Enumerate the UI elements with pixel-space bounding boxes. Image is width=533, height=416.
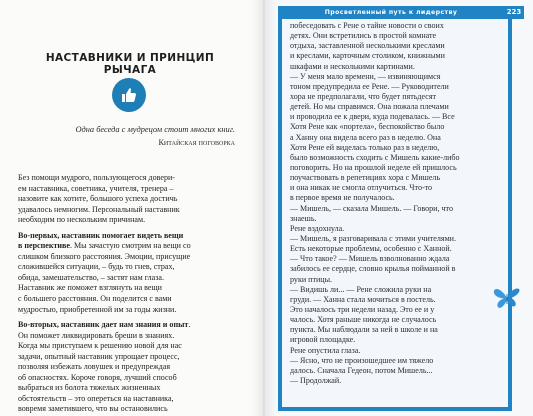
body-line (18, 184, 248, 195)
story-line: — У меня мало времени, — извиняющимся (290, 71, 441, 81)
page-number: 223 (504, 6, 524, 19)
story-line: — Мишель, — сказала Мишель. — Говори, что (290, 203, 453, 213)
story-line: — Видишь ли... — Рене сложила руки на (290, 284, 432, 294)
story-line: и она никак не смогла отлучиться. Что-то (290, 183, 433, 193)
body-line-text: Без помощи мудрого, пользующегося довери- (18, 173, 175, 182)
story-line: в первое время не получалось. (290, 193, 395, 203)
body-line-text: . (188, 320, 191, 330)
body-line (18, 231, 248, 242)
body-line-text: позволяя избежать ловушек и предупреждая (18, 362, 171, 372)
story-line: забилось ее сердце, словно крылья пойманной в (290, 264, 456, 274)
chapter-title: НАСТАВНИКИ И ПРИНЦИП РЫЧАГА (45, 52, 215, 76)
story-line: чалось. Хотя раньше никогда не случалось (290, 315, 437, 325)
body-line-text: с большего расстояния. Он поделится с вами (18, 294, 172, 304)
epigraph (30, 123, 235, 149)
story-line: поговорить. Но на прошлой неделе ей пришлось (290, 162, 457, 172)
body-line-text: обстоятельств – это опереться на наставника, (18, 393, 174, 403)
body-line (18, 394, 248, 405)
story-line: — Продолжай. (290, 375, 342, 385)
story-line: а Ханну она видела всего раз в неделю. Она (290, 132, 441, 142)
running-head: Просветленный путь к лидерству (278, 6, 504, 19)
body-line-text: сложившейся ситуации, – будь то гнев, страх, (18, 262, 175, 272)
story-line: детей. Но мы справимся. Она пожала плечами (290, 102, 449, 112)
body-line-text: удавалось немногим. Персональный наставник (18, 204, 180, 214)
story-line: знаешь. (290, 213, 317, 223)
butterfly-icon (492, 285, 522, 311)
body-line (18, 362, 248, 373)
story-line: Рене вздохнула. (290, 223, 345, 233)
body-line-text: задачи, опытный наставник упрощает процесс, (18, 351, 180, 361)
story-line: груди. — Ханна стала мочиться в постель. (290, 294, 436, 304)
body-line-text: выбраться из болота тяжелых жизненных (18, 383, 161, 393)
body-line-text: ем наставника, советника, учителя, тренера – (18, 183, 174, 193)
thumbs-up-badge (112, 78, 146, 112)
story-line: Рене опустила глаза. (290, 345, 361, 355)
body-line (18, 205, 248, 216)
story-line: и креслами, карточным столиком, книжными (290, 51, 445, 61)
body-line (18, 331, 248, 342)
story-line: детях. Они встретились в простой комнате (290, 31, 437, 41)
body-line (18, 305, 248, 316)
body-line (18, 215, 248, 226)
body-line (18, 252, 248, 263)
body-line (18, 383, 248, 394)
story-line: Хотя Рене ей виделась только раз в неделю, (290, 142, 440, 152)
body-line (18, 352, 248, 363)
body-line-text: необходим по нескольким причинам. (18, 215, 146, 225)
body-line-text: Он поможет ликвидировать бреши в знаниях. (18, 330, 175, 340)
body-line-text: мудростью, приобретенной им за годы жизни. (18, 304, 177, 314)
story-text (290, 21, 510, 386)
body-line (18, 273, 248, 284)
body-line (18, 173, 248, 184)
body-line-text: . Мы зачастую смотрим на вещи со (69, 241, 191, 251)
story-line: — Мишель, я разговаривала с этими учителями. (290, 233, 456, 243)
body-line (18, 294, 248, 305)
body-line (18, 283, 248, 294)
story-line: руки птицы. (290, 274, 333, 284)
story-line: хора не предполагали, что будет пятьдесят (290, 91, 437, 101)
body-line (18, 241, 248, 252)
body-line-text: вовремя заметившего, что вы остановились (18, 404, 168, 414)
body-line (18, 262, 248, 273)
body-line (18, 404, 248, 415)
thumbs-up-icon (119, 85, 139, 105)
body-line-text: Когда мы приступаем к решению новой для нас (18, 341, 182, 351)
body-line-text: назовите как хотите, большого успеха достичь (18, 194, 178, 204)
body-line-text: Наставник же поможет взглянуть на вещи (18, 283, 162, 293)
story-line: побеседовать с Рене о тайне новости о своих (290, 21, 444, 30)
body-line-bold: Во-вторых, наставник дает нам знания и опыт (18, 320, 189, 330)
body-line-text: слишком близкого расстояния. Эмоции, присущие (18, 251, 191, 261)
body-line (18, 320, 248, 331)
body-line (18, 373, 248, 384)
story-line: игровой площадке. (290, 335, 356, 345)
body-line-text: об опасностях. Короче говоря, лучший способ (18, 372, 177, 382)
story-line: — Ясно, что не произошедшее им тяжело (290, 355, 434, 365)
story-line: далось. Сначала Гедеон, потом Мишель... (290, 365, 433, 375)
body-line (18, 194, 248, 205)
story-line: Есть некоторые проблемы, особенно с Ханной. (290, 244, 452, 254)
epigraph-quote: Одна беседа с мудрецом стоит многих книг. (75, 125, 235, 134)
story-line: шкафами и несколькими картинами. (290, 61, 415, 71)
story-line: поучаствовать в репетициях хора с Мишель (290, 173, 441, 183)
story-line: Хотя Рене как «портела», беспокойство было (290, 122, 445, 132)
body-line-text: обида, замешательство, – застят нам глаза. (18, 272, 164, 282)
story-line: — Что такое? — Мишель взволнованно ждала (290, 254, 450, 264)
body-line-bold: в перспективе (18, 241, 70, 251)
story-line: отдыха, заставленной несколькими креслами (290, 41, 445, 51)
left-body-text (18, 173, 248, 415)
body-line-bold: Во-первых, наставник помогает видеть вещи (18, 230, 184, 240)
story-line: Это началось три недели назад. Это ее и у (290, 304, 435, 314)
story-line: и проводила ее к двери, куда подевалась. — Все (290, 112, 455, 122)
body-line (18, 341, 248, 352)
epigraph-source: Китайская поговорка (158, 138, 235, 147)
story-line: тоном предупредила ее Рене. — Руководители (290, 81, 449, 91)
story-line: было возможность сходить с Мишель какие-либо (290, 152, 460, 162)
story-line: пункта. Мы наблюдали за ней в школе и на (290, 325, 438, 335)
